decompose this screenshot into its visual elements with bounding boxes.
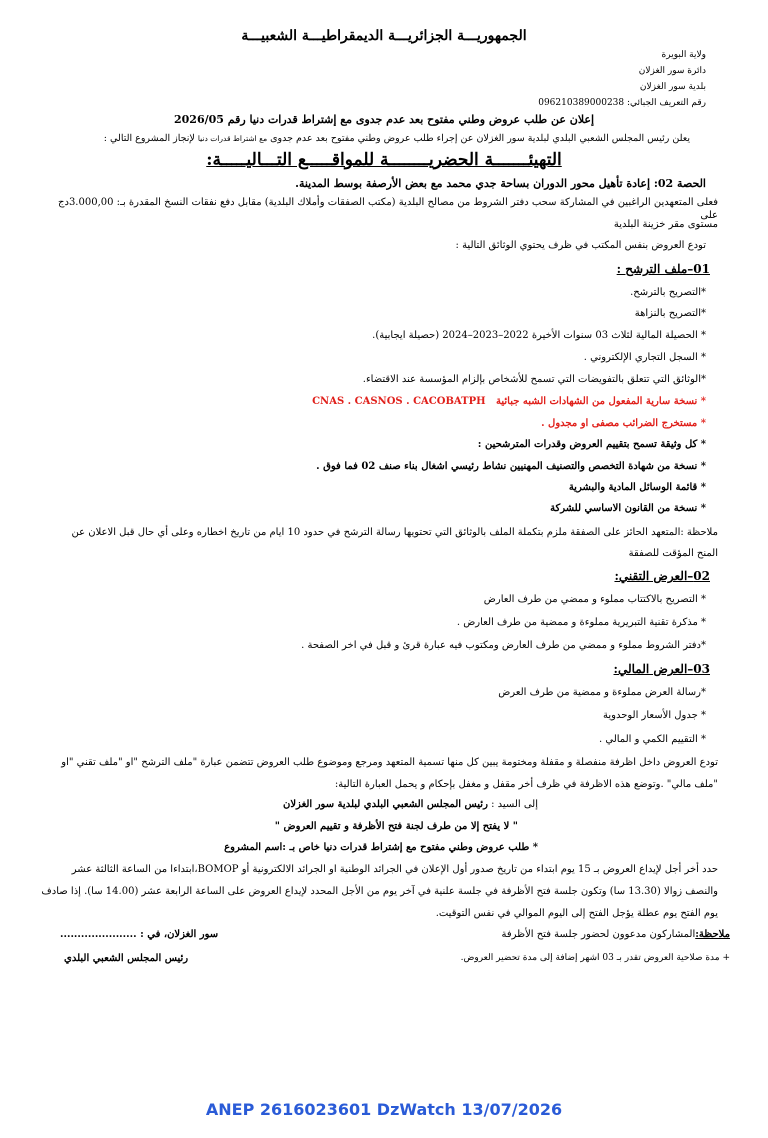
section1-bold-item-1: * كل وثيقة تسمح بتقييم العروض وقدرات المترشحين :	[477, 439, 706, 450]
envelope-no-open: " لا يفتح إلا من طرف لجنة فتح الأظرفة و تقييم العروض "	[274, 821, 518, 832]
eligibility-line-1: فعلى المتعهدين الراغبين في المشاركة سحب دفتر الشروط من مصالح البلدية (مكتب الصفقات وأملاك البلدية) مقابل دفع نفقات النسخ المقدرة بـ: 3.000,00دج على	[58, 197, 718, 221]
section1-item-4: * السجل التجاري الإلكتروني .	[583, 352, 706, 363]
section3-heading: 03–العرض المالي:	[613, 662, 710, 676]
deadline-line-2: والنصف زوالا (13.30 سا) وتكون جلسة فتح الأظرفة في جلسة علنية في آخر يوم من الأجل المحدد لإيداع العروض على الساعة الرابعة عشر (14.00 سا). إذا صادف	[41, 886, 718, 897]
envelopes-line-1: تودع العروض داخل اظرفة منفصلة و مقفلة ومختومة يبين كل منها تسمية المتعهد ومرجع وموضوع طلب العروض تتضمن عبارة "ملف الترشح "او "ملف تقني "او	[61, 757, 718, 768]
footer-note-label: ملاحظة:	[695, 929, 730, 940]
section2-item-2: * مذكرة تقنية التبريرية مملوءة و ممضية من طرف العارض .	[456, 617, 706, 628]
announcement-title: إعلان عن طلب عروض وطني مفتوح بعد عدم جدوى مع إشتراط قدرات دنيا رقم 2026/05	[173, 113, 595, 126]
section1-item-5: *الوثائق التي تتعلق بالتفويضات التي تسمح للأشخاص بإلزام المؤسسة عند الاقتضاء.	[362, 374, 706, 385]
deposit-intro: تودع العروض بنفس المكتب في ظرف يحتوي الوثائق التالية :	[455, 240, 706, 251]
envelope-address	[283, 799, 538, 810]
section1-note-2: المنح المؤقت للصفقة	[628, 548, 718, 559]
deadline-line-1: حدد أخر أجل لإيداع العروض بـ 15 يوم ابتداء من تاريخ صدور أول الإعلان في الجرائد الوطنية او الجرائد الالكترونية أو BOMOP،ابتداءا من الساعة الثالثة عشر	[71, 864, 718, 875]
intro-end: لإنجاز المشروع التالي :	[103, 133, 195, 144]
section1-item-1: *التصريح بالترشح.	[630, 287, 706, 298]
tax-id-label: رقم التعريف الجبائي: 096210389000238	[538, 98, 706, 108]
section2-item-3: *دفتر الشروط مملوء و ممضي من طرف العارض ومكتوب فيه عبارة قرئ و قبل في اخر الصفحة .	[301, 640, 706, 651]
footer-note-text: المشاركون مدعوون لحضور جلسة فتح الأظرفة	[501, 929, 696, 940]
daira-label: دائرة سور الغزلان	[638, 66, 706, 76]
section1-red-item-2: * مستخرج الضرائب مصفى او مجدول .	[541, 418, 706, 429]
announcement-intro	[104, 133, 690, 144]
eligibility-line-2: مستوى مقر خزينة البلدية	[613, 219, 718, 230]
signatory: رئيس المجلس الشعبي البلدي	[64, 953, 189, 964]
parafiscal-orgs: CNAS . CASNOS . CACOBATPH	[312, 396, 486, 407]
commune-label: بلدية سور الغزلان	[639, 82, 706, 92]
parafiscal-certificates: * نسخة سارية المفعول من الشهادات الشبه جبائية	[496, 396, 706, 407]
section1-red-item-1	[312, 396, 706, 407]
section2-item-1: * التصريح بالاكتتاب مملوء و ممضي من طرف العارض	[483, 594, 706, 605]
validity-note: + مدة صلاحية العروض تقدر بـ 03 اشهر إضافة إلى مدة تحضير العروض.	[460, 953, 730, 963]
section1-bold-item-4: * نسخة من القانون الاساسي للشركة	[550, 503, 706, 514]
intro-small: مع اشتراط قدرات دنيا	[197, 134, 268, 143]
section3-item-2: * جدول الأسعار الوحدوية	[602, 710, 706, 721]
footer-note	[501, 929, 730, 940]
intro-main: يعلن رئيس المجلس الشعبي البلدي لبلدية سور الغزلان عن إجراء طلب عروض وطني مفتوح بعد عدم جدوى	[270, 133, 690, 144]
deadline-line-3: يوم الفتح يوم عطلة يؤجل الفتح إلى اليوم الموالي في نفس التوقيت.	[435, 908, 718, 919]
address-prefix: إلى السيد :	[491, 799, 538, 810]
address-recipient: رئيس المجلس الشعبي البلدي لبلدية سور الغزلان	[283, 799, 488, 810]
section3-item-3: * التقييم الكمي و المالي .	[599, 734, 706, 745]
section2-heading: 02–العرض التقني:	[614, 569, 710, 583]
section1-note-1: ملاحظة :المتعهد الحائز على الصفقة ملزم بتكملة الملف بالوثائق التي تحتويها رسالة الترشح في حدود 10 ايام من تاريخ اخطاره وعلى أي حال قبل الاعلان عن	[71, 527, 718, 538]
republic-title: الجمهوريـــة الجزائريـــة الديمقراطيـــة الشعبيـــة	[241, 28, 527, 44]
place-date: سور الغزلان، في : ......................	[60, 929, 219, 940]
section1-bold-item-2: * نسخة من شهادة التخصص والتصنيف المهنيين نشاط رئيسي اشغال بناء صنف 02 فما فوق .	[316, 461, 706, 472]
section1-bold-item-3: * قائمة الوسائل المادية والبشرية	[568, 482, 706, 493]
wilaya-label: ولاية البويرة	[661, 50, 706, 60]
section3-item-1: *رسالة العرض مملوءة و ممضية من طرف العرض	[498, 687, 706, 698]
watermark-label: ANEP 2616023601 DzWatch 13/07/2026	[205, 1100, 563, 1119]
lot-title: الحصة 02: إعادة تأهيل محور الدوران بساحة جدي محمد مع بعض الأرصفة بوسط المدينة.	[295, 177, 706, 190]
envelopes-line-2: "ملف مالي" .وتوضع هذه الاظرفة في ظرف أخر مقفل و مغفل بإحكام و يحمل العبارة التالية:	[334, 779, 718, 790]
section1-item-3: * الحصيلة المالية لثلاث 03 سنوات الأخيرة 2022–2023–2024 (حصيلة ايجابية).	[372, 330, 706, 341]
envelope-subject: * طلب عروض وطني مفتوح مع إشتراط قدرات دنيا خاص بـ :اسم المشروع	[224, 842, 538, 853]
project-title: التهيئـــــــة الحضريــــــــة للمواقـــــع التـــاليـــــة:	[206, 150, 562, 170]
section1-item-2: *التصريح بالنزاهة	[634, 308, 706, 319]
section1-heading: 01–ملف الترشح :	[616, 262, 710, 276]
